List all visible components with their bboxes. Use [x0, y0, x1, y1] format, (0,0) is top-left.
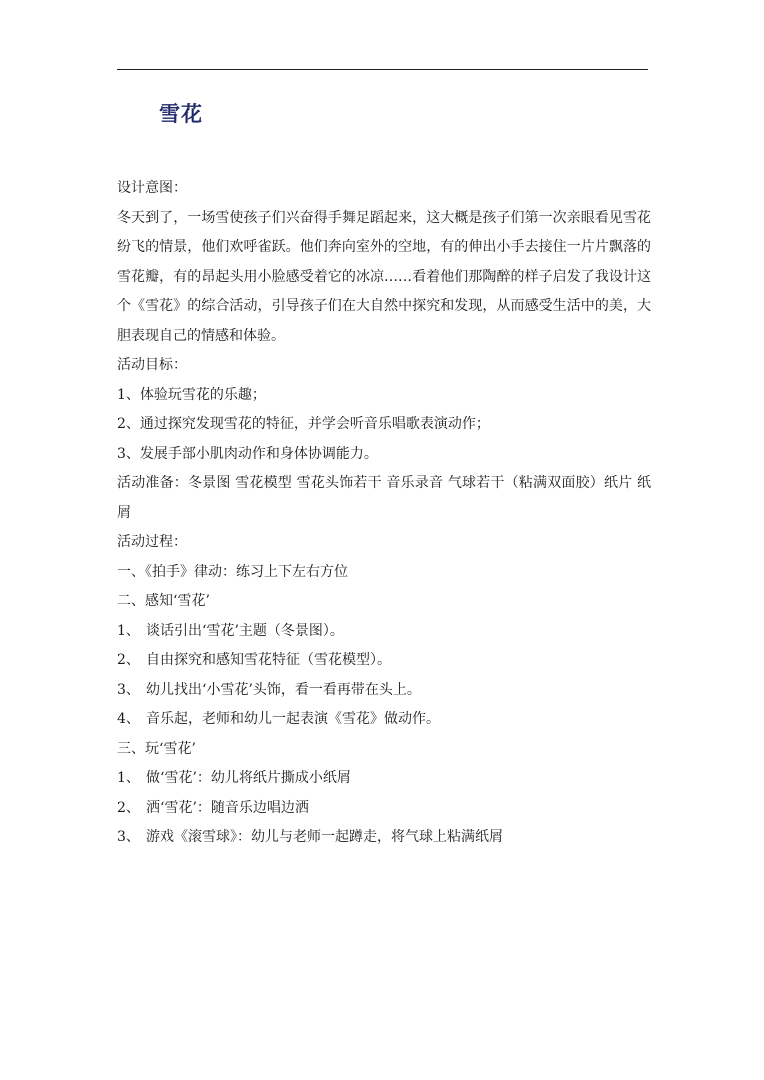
header-rule — [117, 69, 648, 70]
step-2-item-4-num: 4、 — [117, 711, 140, 727]
step-2-item-4-text: 音乐起，老师和幼儿一起表演《雪花》做动作。 — [146, 711, 440, 727]
step-3-item-1-text: 做‘雪花’：幼儿将纸片撕成小纸屑 — [146, 770, 351, 786]
goal-item-1: 1、体验玩雪花的乐趣； — [117, 386, 266, 403]
step-2-item-2 — [117, 646, 651, 676]
step-3-item-1 — [117, 764, 651, 794]
step-2-item-2-num: 2、 — [117, 652, 140, 668]
process-step-2-title: 二、感知‘雪花’ — [117, 593, 210, 609]
design-intent-heading: 设计意图： — [117, 180, 187, 196]
step-2-item-4 — [117, 705, 651, 735]
step-2-item-1-num: 1、 — [117, 622, 140, 639]
process-heading: 活动过程： — [117, 534, 187, 550]
step-2-item-3-text: 幼儿找出‘小雪花’头饰，看一看再带在头上。 — [146, 681, 421, 698]
design-intent-text: 冬天到了，一场雪使孩子们兴奋得手舞足蹈起来，这大概是孩子们第一次亲眼看见雪花纷飞的情景，他们欢呼雀跃。他们奔向室外的空地，有的伸出小手去接住一片片飘落的雪花瓣，有的昂起头用小脸感受着它的冰凉……看着他们那陶醉的样子启发了我设计这个《雪花》的综合活动，引导孩子们在大自然中探究和发现，从而感受生活中的美，大胆表现自己的情感和体验。 — [117, 209, 651, 344]
goal-item-3: 3、发展手部小肌肉动作和身体协调能力。 — [117, 445, 378, 462]
step-2-item-1-text: 谈话引出‘雪花’主题（冬景图）。 — [146, 622, 344, 639]
process-step-1: 一、《拍手》律动：练习上下左右方位 — [117, 563, 348, 580]
step-3-item-3-text: 游戏《滚雪球》：幼儿与老师一起蹲走，将气球上粘满纸屑 — [146, 829, 503, 845]
step-2-item-2-text: 自由探究和感知雪花特征（雪花模型）。 — [146, 652, 391, 668]
step-3-item-2 — [117, 794, 651, 824]
document-title: 雪花 — [159, 102, 203, 126]
preparation-text: 活动准备：冬景图 雪花模型 雪花头饰若干 音乐录音 气球若干（粘满双面胶）纸片 纸屑 — [117, 475, 651, 521]
step-3-item-3 — [117, 823, 651, 853]
step-2-item-3 — [117, 676, 651, 706]
step-3-item-2-num: 2、 — [117, 799, 140, 816]
process-step-3-title: 三、玩‘雪花’ — [117, 740, 196, 757]
step-3-item-2-text: 洒‘雪花’：随音乐边唱边洒 — [146, 799, 309, 816]
step-2-item-3-num: 3、 — [117, 681, 140, 698]
step-3-item-3-num: 3、 — [117, 829, 140, 845]
step-2-item-1 — [117, 617, 651, 647]
step-3-item-1-num: 1、 — [117, 770, 140, 786]
document-body — [117, 174, 651, 853]
goals-heading: 活动目标： — [117, 357, 187, 373]
goal-item-2: 2、通过探究发现雪花的特征，并学会听音乐唱歌表演动作； — [117, 416, 490, 432]
